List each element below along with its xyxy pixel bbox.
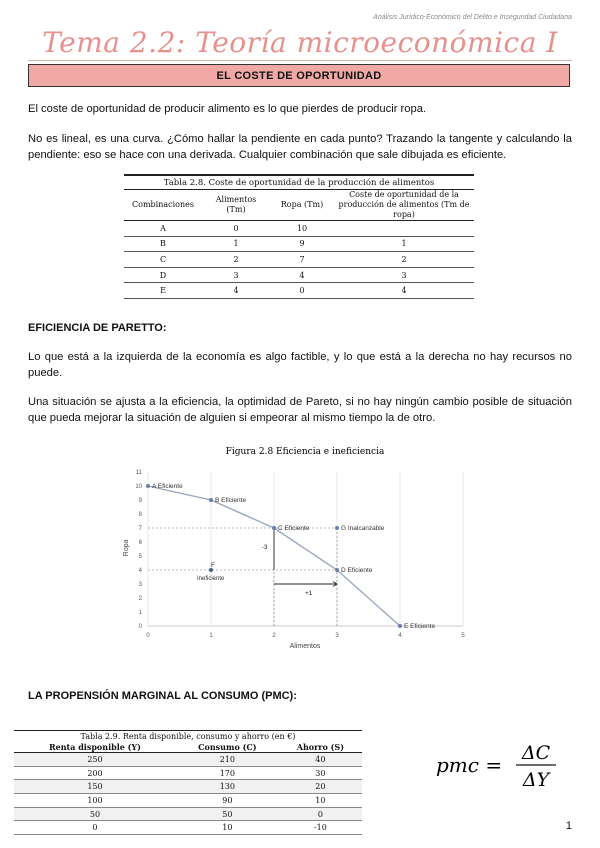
y-tick-label: 5 — [138, 554, 142, 560]
chart-point — [272, 526, 276, 530]
table-cell: 2 — [202, 252, 270, 268]
paragraph-3: Lo que está a la izquierda de la economía es algo factible, y lo que está a la derecha no hay recursos no puede. — [28, 351, 572, 379]
formula-numerator: ΔC — [521, 742, 551, 764]
table-row — [14, 753, 362, 767]
paragraph-1: El coste de oportunidad de producir alimento es lo que pierdes de producir ropa. — [28, 103, 427, 115]
section-title: EL COSTE DE OPORTUNIDAD — [216, 69, 382, 82]
table-cell: 7 — [270, 252, 334, 268]
x-tick-label: 0 — [146, 633, 150, 639]
opportunity-cost-table — [124, 174, 474, 299]
table-row — [124, 267, 474, 283]
chart-point — [209, 498, 213, 502]
formula-denominator: ΔY — [522, 769, 550, 790]
table-cell: 20 — [279, 780, 362, 794]
x-tick-label: 3 — [335, 633, 339, 639]
table-row — [124, 221, 474, 237]
table2-header: Renta disponible (Y) — [14, 742, 176, 753]
table1-header: Ropa (Tm) — [270, 190, 334, 221]
point-label: B Eficiente — [215, 497, 247, 504]
table-cell: 4 — [334, 283, 474, 299]
table-cell: 0 — [14, 821, 176, 835]
table-cell: 250 — [14, 753, 176, 767]
y-tick-label: 9 — [138, 498, 142, 504]
table-cell: A — [124, 221, 202, 237]
table1-header: Coste de oportunidad de la producción de alimentos (Tm de ropa) — [334, 190, 474, 221]
pareto-heading: EFICIENCIA DE PARETTO: — [28, 322, 167, 334]
pmc-formula — [436, 740, 566, 790]
page-title: Tema 2.2: Teoría microeconómica I — [42, 26, 558, 59]
table-cell: B — [124, 236, 202, 252]
table1-caption: Tabla 2.8. Coste de oportunidad de la producción de alimentos — [124, 174, 474, 189]
point-label: A Eficiente — [152, 483, 183, 490]
table1-header: Combinaciones — [124, 190, 202, 221]
table2-header: Ahorro (S) — [279, 742, 362, 753]
table-cell: 2 — [334, 252, 474, 268]
table-cell: 4 — [270, 267, 334, 283]
y-tick-label: 4 — [138, 568, 142, 574]
efficiency-chart — [120, 436, 480, 654]
table-cell: -10 — [279, 821, 362, 835]
table-cell: 130 — [176, 780, 279, 794]
x-tick-label: 5 — [461, 633, 465, 639]
y-tick-label: 1 — [138, 610, 142, 616]
table-row — [14, 807, 362, 821]
title-divider — [28, 60, 572, 61]
table-row — [124, 236, 474, 252]
table1-header-row — [124, 190, 474, 221]
y-tick-label: 8 — [138, 512, 142, 518]
point-sublabel: Ineficiente — [197, 576, 225, 582]
table-cell: 0 — [279, 807, 362, 821]
table-cell: 1 — [334, 236, 474, 252]
table2-header-row — [14, 742, 362, 753]
table-cell: 50 — [176, 807, 279, 821]
table-row — [14, 780, 362, 794]
table-cell: 3 — [202, 267, 270, 283]
table-cell: 10 — [279, 794, 362, 808]
table-row — [14, 821, 362, 835]
table-cell: 3 — [334, 267, 474, 283]
x-tick-label: 2 — [272, 633, 276, 639]
table-cell: 30 — [279, 766, 362, 780]
table1-header: Alimentos (Tm) — [202, 190, 270, 221]
slope-annotation: -3 — [261, 544, 268, 551]
y-tick-label: 11 — [135, 470, 142, 476]
point-label: D Eficiente — [341, 567, 373, 574]
chart-title: Figura 2.8 Eficiencia e ineficiencia — [225, 447, 385, 457]
table-cell: 9 — [270, 236, 334, 252]
x-axis-label: Alimentos — [289, 643, 321, 650]
table-cell: 0 — [270, 283, 334, 299]
table-row — [14, 766, 362, 780]
chart-point — [146, 484, 150, 488]
table-cell: 150 — [14, 780, 176, 794]
table-cell: 4 — [202, 283, 270, 299]
y-tick-label: 3 — [138, 582, 142, 588]
paragraph-2: No es lineal, es una curva. ¿Cómo hallar la pendiente en cada punto? Trazando la tangente y calculando la pendiente: eso se hace con una derivada. Cualquier combinación que sale dibujada es eficiente. — [28, 133, 572, 161]
point-label: G Inalcanzable — [341, 525, 385, 532]
table2-header: Consumo (C) — [176, 742, 279, 753]
table-cell: C — [124, 252, 202, 268]
pmc-heading: LA PROPENSIÓN MARGINAL AL CONSUMO (PMC): — [28, 690, 297, 702]
y-tick-label: 0 — [138, 624, 142, 630]
y-tick-label: 6 — [138, 540, 142, 546]
table-cell: D — [124, 267, 202, 283]
point-label: C Eficiente — [278, 525, 310, 532]
table-cell: 90 — [176, 794, 279, 808]
table2-caption: Tabla 2.9. Renta disponible, consumo y ahorro (en €) — [14, 730, 362, 742]
section-title-box — [28, 64, 570, 87]
chart-point — [335, 526, 339, 530]
x-tick-label: 1 — [209, 633, 213, 639]
y-tick-label: 2 — [138, 596, 142, 602]
chart-point — [398, 624, 402, 628]
table-cell: E — [124, 283, 202, 299]
point-label: F — [211, 562, 215, 569]
y-tick-label: 7 — [138, 526, 142, 532]
table-cell: 10 — [270, 221, 334, 237]
table-row — [124, 283, 474, 299]
page-number: 1 — [565, 820, 572, 832]
header-note: Análisis Jurídico-Económico del Delito e Inseguridad Ciudadana — [373, 14, 572, 21]
point-label: E Eficiente — [404, 623, 436, 630]
table-cell: 210 — [176, 753, 279, 767]
table-cell: 50 — [14, 807, 176, 821]
table-row — [14, 794, 362, 808]
table-cell: 0 — [202, 221, 270, 237]
y-axis-label: Ropa — [123, 539, 130, 557]
y-tick-label: 10 — [135, 484, 142, 490]
x-tick-label: 4 — [398, 633, 402, 639]
table-cell: 1 — [202, 236, 270, 252]
table-cell: 200 — [14, 766, 176, 780]
slope-annotation: +1 — [304, 590, 313, 598]
formula-lhs: pmc = — [436, 753, 503, 777]
table-cell: 40 — [279, 753, 362, 767]
table-cell: 170 — [176, 766, 279, 780]
table-row — [124, 252, 474, 268]
chart-point — [335, 568, 339, 572]
table-cell — [334, 221, 474, 237]
paragraph-4: Una situación se ajusta a la eficiencia, la optimidad de Pareto, si no hay ningún cambio posible de situación que pueda mejorar la situación de alguien si empeorar al mismo tiempo la de otro. — [28, 396, 572, 424]
table-cell: 10 — [176, 821, 279, 835]
table-cell: 100 — [14, 794, 176, 808]
income-consumption-table — [14, 730, 362, 835]
